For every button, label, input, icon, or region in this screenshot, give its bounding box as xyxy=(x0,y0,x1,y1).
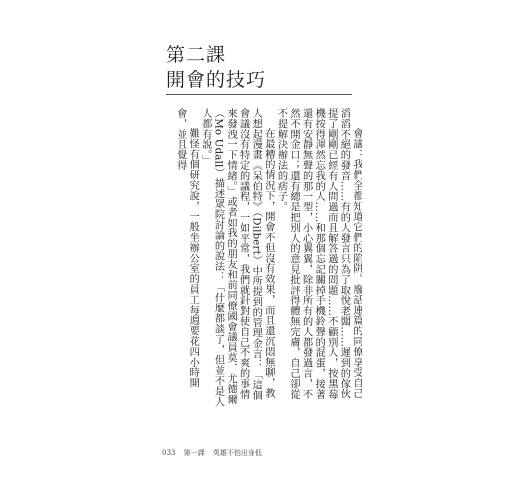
chapter-label: 第二課 xyxy=(166,44,227,66)
chapter-heading xyxy=(166,44,366,91)
paragraph: 在最糟的情況下，開會不但沒有效果，而且還沉悶無聊，教人想起漫畫《呆伯特》（Dilbert）中所提到的管理金言：「這個會議沒有特定的議程，一如平常，我們就針對使自己不爽的事情來發洩一下情緒。」或者如我的朋友和前同僚國會議員莫．尤德爾（Mo Udall）描述眾院討論的說法：「什麼都談了，但並不是人人都有說。」 xyxy=(199,108,274,407)
page-number: 033 xyxy=(162,449,176,457)
chapter-title: 開會的技巧 xyxy=(166,69,267,91)
footer-section: 第一課 xyxy=(183,449,205,457)
title-divider xyxy=(166,94,352,95)
paragraph: 會議：我們全都知道它們的陷阱。廢話連篇的同僚享受自己滔滔不絕的發音……有的人發言只為了取悅老闆……遲到的傢伙提了剛剛已經有人問過而且解答過的問題……不顧別人，按黑莓機按得渾然忘我的人……和那個忘記關掉手機鈴聲的混蛋，接著還有安靜無聲的那一型，小心翼翼，除非所有的人都發過言，不然不開金口；還有總是把別人的意見批評得體無完膚，自己卻從不提解決辦法的痞子。 xyxy=(275,108,362,400)
body-text xyxy=(162,108,362,408)
page-footer xyxy=(162,448,268,458)
paragraph: 難怪有個研究說，一般坐辦公室的員工每週要花四小時開會，並且覺得 xyxy=(174,108,199,389)
footer-book-title: 英雄不怕出身低 xyxy=(212,449,262,457)
